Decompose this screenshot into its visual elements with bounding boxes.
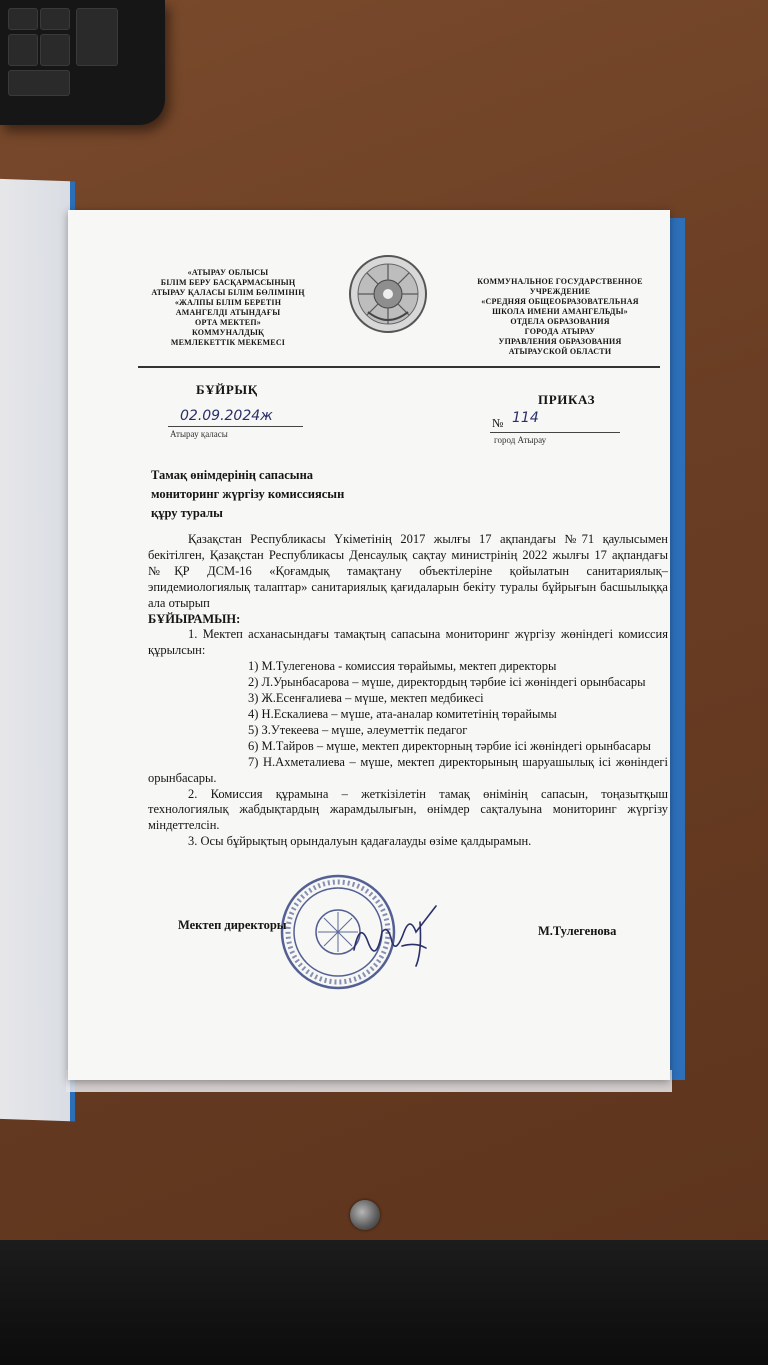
item-2: 2. Комиссия құрамына – жеткізілетін тамақ өнімінің сапасын, тоңазытқыш технологиялық жабдықтардың жарамдылығын, өнімдер сақталуына мониторинг жүргізу міндеттелсін.: [148, 786, 668, 833]
order-word: БҰЙЫРАМЫН:: [148, 611, 241, 626]
keyboard: [0, 0, 165, 125]
item-3: 3. Осы бұйрықтың орындалуын қадағалауды өзіме қалдырамын.: [188, 834, 532, 849]
city-kz: Атырау қаласы: [170, 429, 228, 439]
order-subject: [151, 466, 344, 523]
header-line: «АТЫРАУ ОБЛЫСЫ: [187, 268, 269, 277]
header-line: АМАНГЕЛДІ АТЫНДАҒЫ: [175, 308, 281, 317]
intro-paragraph: Қазақстан Республикасы Үкіметінің 2017 жылғы 17 ақпандағы №71 қаулысымен бекітілген, Қазақстан Республикасы Денсаулық сақтау министрінің 2022 жылғы 17 ақпандағы №ҚР ДСМ-16 «Қоғамдық тамақтану объектілеріне қойылатын санитариялық–эпидемиологиялық талаптар» санитариялық қағидаларын бекіту туралы бұйрығын басшылыққа ала отырып: [148, 532, 668, 610]
header-line: БІЛІМ БЕРУ БАСҚАРМАСЫНЫҢ: [160, 278, 296, 287]
subject-line: құру туралы: [151, 506, 223, 520]
folder-cover: [0, 179, 75, 1122]
signature-name: М.Тулегенова: [538, 924, 617, 938]
header-line: «ЖАЛПЫ БІЛІМ БЕРЕТІН: [174, 298, 282, 307]
document-page: [68, 210, 670, 1080]
header-right-ru: [460, 277, 660, 357]
header-line: ОРТА МЕКТЕП»: [195, 318, 261, 327]
header-divider: [138, 366, 660, 368]
header-line: КОММУНАЛДЫҚ: [191, 328, 265, 337]
header-line: АТЫРАУ ҚАЛАСЫ БІЛІМ БӨЛІМІНІҢ: [151, 288, 305, 297]
state-emblem-icon: [348, 254, 428, 334]
header-line: АТЫРАУСКОЙ ОБЛАСТИ: [508, 347, 612, 356]
number-underline: [490, 432, 620, 433]
date-underline: [168, 426, 303, 427]
subject-line: мониторинг жүргізу комиссиясын: [151, 487, 345, 501]
member-item: 6) М.Тайров – мүше, мектеп директорның тәрбие ісі жөніндегі орынбасары: [248, 738, 651, 753]
header-line: МЕМЛЕКЕТТІК МЕКЕМЕСІ: [170, 338, 286, 347]
order-title-kz: БҰЙРЫҚ: [196, 382, 258, 397]
desk-screw: [350, 1200, 380, 1230]
header-line: ГОРОДА АТЫРАУ: [524, 327, 596, 336]
subject-line: Тамақ өнімдерінің сапасына: [151, 468, 314, 482]
member-item: 1) М.Тулегенова - комиссия төрайымы, мектеп директоры: [248, 659, 557, 674]
city-ru: город Атырау: [494, 435, 547, 445]
header-line: ОТДЕЛА ОБРАЗОВАНИЯ: [510, 317, 610, 326]
order-title-ru: ПРИКАЗ: [538, 392, 596, 407]
header-line: ШКОЛА ИМЕНИ АМАНГЕЛЬДЫ»: [492, 307, 628, 316]
header-left-kz: [128, 268, 328, 348]
desk-edge: [0, 1240, 768, 1365]
header-line: УЧРЕЖДЕНИЕ: [529, 287, 591, 296]
order-body: [148, 532, 668, 850]
order-number: 114: [512, 410, 539, 426]
header-line: УПРАВЛЕНИЯ ОБРАЗОВАНИЯ: [498, 337, 622, 346]
header-line: «СРЕДНЯЯ ОБЩЕОБРАЗОВАТЕЛЬНАЯ: [481, 297, 639, 306]
member-item: 2) Л.Урынбасарова – мүше, директордың тәрбие ісі жөніндегі орынбасары: [248, 675, 646, 690]
member-item: 4) Н.Ескалиева – мүше, ата-аналар комитетінің төрайымы: [248, 706, 557, 721]
handwritten-signature-icon: [346, 902, 446, 972]
signature-role: Мектеп директоры: [178, 918, 287, 932]
order-number-prefix: №: [492, 416, 504, 430]
member-item: 5) З.Утекеева – мүше, әлеуметтік педагог: [248, 722, 468, 737]
member-item: 3) Ж.Есенғалиева – мүше, мектеп медбикесі: [248, 691, 484, 706]
item-1: 1. Мектеп асханасындағы тамақтың сапасына мониторинг жүргізу жөніндегі комиссия құрылсын:: [148, 627, 668, 658]
member-item: 7) Н.Ахметалиева – мүше, мектеп директорының шаруашылық ісі жөніндегі орынбасары.: [148, 754, 668, 785]
order-date: 02.09.2024ж: [180, 408, 273, 424]
header-line: КОММУНАЛЬНОЕ ГОСУДАРСТВЕННОЕ: [477, 277, 643, 286]
